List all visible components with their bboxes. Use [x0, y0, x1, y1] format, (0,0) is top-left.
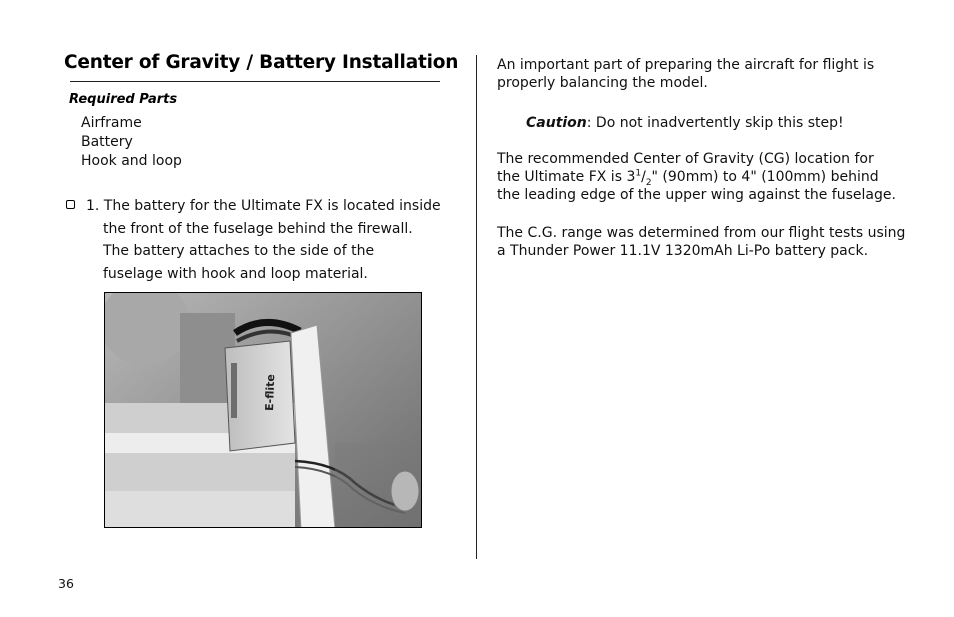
required-parts-list — [81, 114, 182, 171]
caution-label: Caution — [526, 115, 587, 131]
fraction-denominator: 2 — [645, 177, 652, 188]
part-item-hook-and-loop: Hook and loop — [81, 153, 182, 169]
required-parts-title: Required Parts — [69, 92, 178, 107]
cg-location-paragraph — [497, 150, 897, 204]
column-divider — [476, 55, 477, 559]
caution-text: : Do not inadvertently skip this step! — [586, 115, 844, 131]
caution-note — [526, 114, 844, 132]
heading-underline — [70, 81, 440, 82]
battery-installation-photo — [104, 292, 422, 528]
section-heading: Center of Gravity / Battery Installation — [64, 52, 459, 73]
balance-intro-paragraph: An important part of preparing the aircraft for flight is properly balancing the model. — [497, 57, 875, 91]
part-item-battery: Battery — [81, 134, 133, 150]
cg-text-end: " (90mm) to 4" (100mm) behind the leading edge of the upper wing against the fuselage. — [497, 169, 896, 203]
page-number: 36 — [58, 576, 74, 591]
battery-photo-illustration — [105, 293, 422, 528]
part-item-airframe: Airframe — [81, 115, 142, 131]
battery-label-text: E-flite — [263, 373, 278, 412]
fraction-numerator: 1 — [635, 168, 642, 179]
cg-text-start: The recommended Center of Gravity (CG) location for the Ultimate FX is 3 — [497, 151, 874, 185]
step-1-continuation: the front of the fuselage behind the firewall. The battery attaches to the side of the fuselage with hook and loop material. — [103, 220, 413, 282]
step-1-first-line: 1. The battery for the Ultimate FX is located inside — [86, 198, 441, 214]
fraction-slash: / — [641, 169, 646, 185]
step-checkbox-icon[interactable] — [66, 200, 75, 209]
cg-range-paragraph: The C.G. range was determined from our flight tests using a Thunder Power 11.1V 1320mAh Li-Po battery pack. — [497, 225, 906, 259]
